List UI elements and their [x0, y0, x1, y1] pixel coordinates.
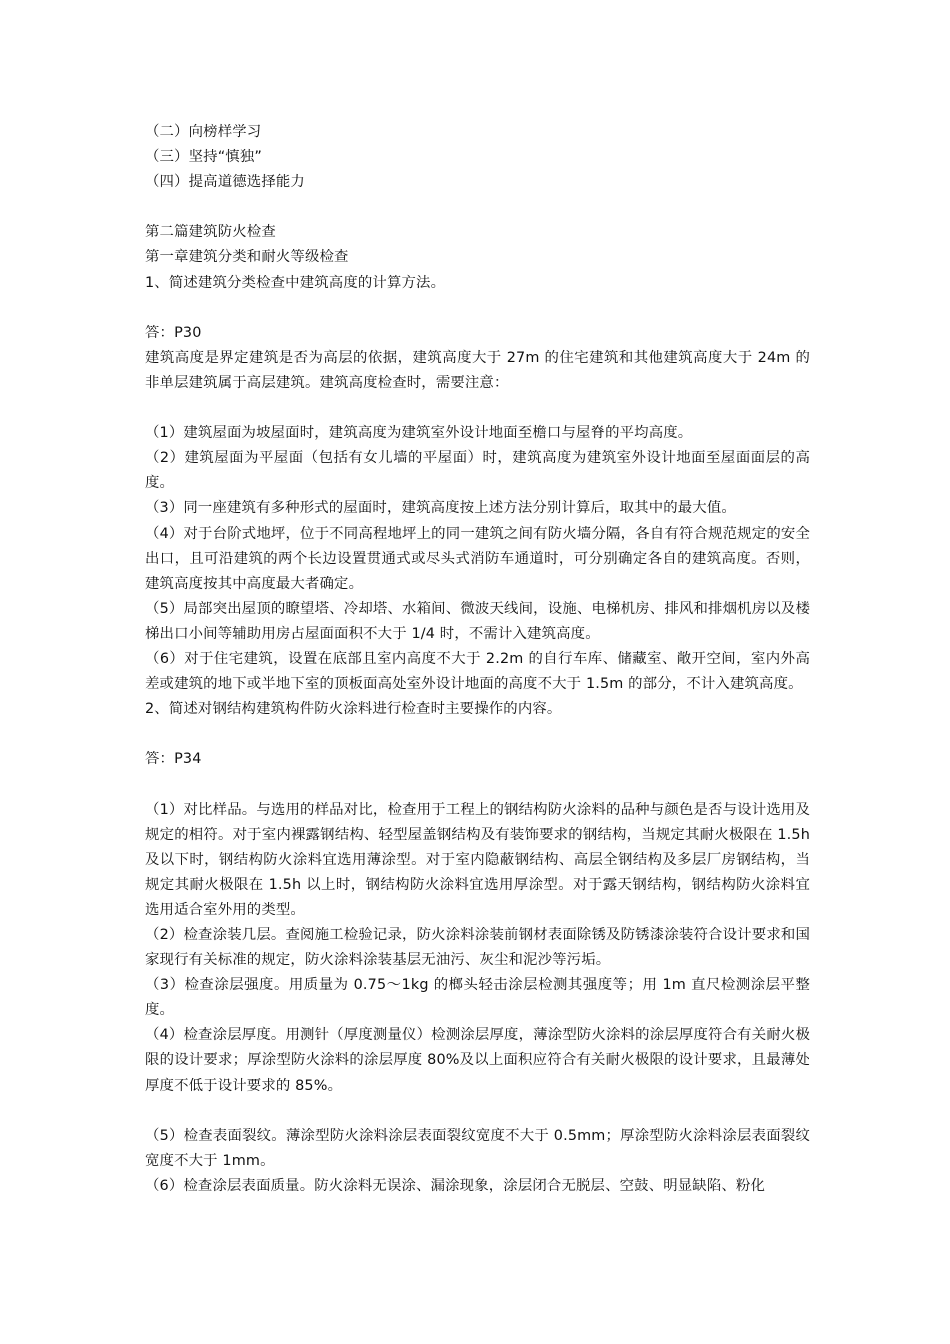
chapter-title: 第一章建筑分类和耐火等级检查: [145, 249, 349, 266]
answer-2-item-6: （6）检查涂层表面质量。防火涂料无误涂、漏涂现象，涂层闭合无脱层、空鼓、明显缺陷、粉化: [145, 1177, 766, 1194]
intro-item-3: （三）坚持“慎独”: [145, 149, 262, 166]
answer-2-item-1: （1）对比样品。与选用的样品对比，检查用于工程上的钢结构防火涂料的品种与颜色是否与设计选用及规定的相符。对于室内裸露钢结构、轻型屋盖钢结构及有装饰要求的钢结构，当规定其耐火极限在 1.5h 及以下时，钢结构防火涂料宜选用薄涂型。对于室内隐蔽钢结构、高层全钢结构及多层厂房钢结构，当规定其耐火极限在 1.5h 以上时，钢结构防火涂料宜选用厚涂型。对于露天钢结构，钢结构防火涂料宜选用适合室外用的类型。: [145, 801, 810, 918]
answer-1-ref: 答：P30: [145, 324, 202, 341]
answer-1-item-3: （3）同一座建筑有多种形式的屋面时，建筑高度按上述方法分别计算后，取其中的最大值。: [145, 500, 736, 517]
spacer: [145, 1099, 810, 1124]
answer-2-item-4: （4）检查涂层厚度。用测针（厚度测量仪）检测涂层厚度，薄涂型防火涂料的涂层厚度符合有关耐火极限的设计要求；厚涂型防火涂料的涂层厚度 80%及以上面积应符合有关耐火极限的设计要求，且最薄处厚度不低于设计要求的 85%。: [145, 1027, 810, 1094]
answer-1-item-5: （5）局部突出屋顶的瞭望塔、冷却塔、水箱间、微波天线间，设施、电梯机房、排风和排烟机房以及楼梯出口小间等辅助用房占屋面面积不大于 1/4 时，不需计入建筑高度。: [145, 600, 810, 642]
answer-1-intro: 建筑高度是界定建筑是否为高层的依据，建筑高度大于 27m 的住宅建筑和其他建筑高度大于 24m 的非单层建筑属于高层建筑。建筑高度检查时，需要注意：: [145, 349, 810, 391]
spacer: [145, 296, 810, 321]
answer-2-item-3: （3）检查涂层强度。用质量为 0.75～1kg 的榔头轻击涂层检测其强度等；用 1m 直尺检测涂层平整度。: [145, 977, 810, 1019]
answer-2-item-2: （2）检查涂装几层。查阅施工检验记录，防火涂料涂装前钢材表面除锈及防锈漆涂装符合设计要求和国家现行有关标准的规定，防火涂料涂装基层无油污、灰尘和泥沙等污垢。: [145, 927, 810, 969]
answer-1-item-1: （1）建筑屋面为坡屋面时，建筑高度为建筑室外设计地面至檐口与屋脊的平均高度。: [145, 425, 693, 442]
spacer: [145, 772, 810, 797]
spacer: [145, 396, 810, 421]
intro-item-2: （二）向榜样学习: [145, 124, 262, 140]
answer-1-item-2: （2）建筑屋面为平屋面（包括有女儿墙的平屋面）时，建筑高度为建筑室外设计地面至屋面面层的高度。: [145, 450, 810, 492]
document-page: [145, 120, 810, 1199]
answer-2-item-5: （5）检查表面裂纹。薄涂型防火涂料涂层表面裂纹宽度不大于 0.5mm；厚涂型防火涂料涂层表面裂纹宽度不大于 1mm。: [145, 1127, 810, 1169]
spacer: [145, 722, 810, 747]
question-2: 2、简述对钢结构建筑构件防火涂料进行检查时主要操作的内容。: [145, 701, 562, 718]
intro-item-4: （四）提高道德选择能力: [145, 174, 305, 191]
answer-1-item-6: （6）对于住宅建筑，设置在底部且室内高度不大于 2.2m 的自行车库、储藏室、敞开空间，室内外高差或建筑的地下或半地下室的顶板面高处室外设计地面的高度不大于 1.5m 的部分，不计入建筑高度。: [145, 650, 810, 693]
part-title: 第二篇建筑防火检查: [145, 224, 276, 241]
answer-1-item-4: （4）对于台阶式地坪，位于不同高程地坪上的同一建筑之间有防火墙分隔，各自有符合规范规定的安全出口，且可沿建筑的两个长边设置贯通式或尽头式消防车通道时，可分别确定各自的建筑高度。否则，建筑高度按其中高度最大者确定。: [145, 525, 810, 592]
answer-2-ref: 答：P34: [145, 751, 202, 768]
question-1: 1、简述建筑分类检查中建筑高度的计算方法。: [145, 274, 446, 291]
spacer: [145, 195, 810, 220]
